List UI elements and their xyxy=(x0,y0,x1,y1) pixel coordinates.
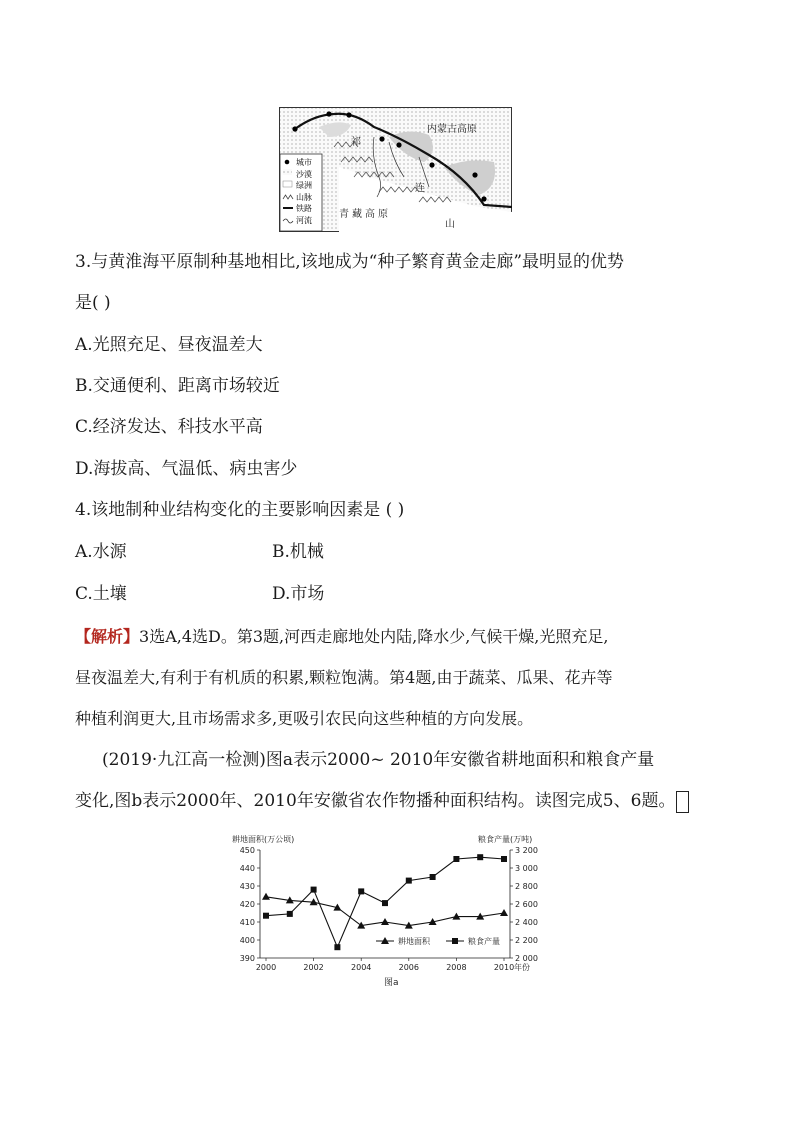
city-dot-icon xyxy=(292,126,297,131)
hexi-corridor-map xyxy=(279,107,512,232)
legend-label: 粮食产量 xyxy=(468,937,500,946)
square-marker xyxy=(311,887,317,893)
y-right-tick-label: 2 800 xyxy=(515,882,538,891)
city-dot-icon xyxy=(379,136,384,141)
y-right-tick-label: 3 000 xyxy=(515,864,538,873)
triangle-marker xyxy=(262,893,270,900)
square-marker xyxy=(263,913,269,919)
legend-label-desert: 沙漠 xyxy=(296,170,312,179)
qinghai-tibet-label: 青藏高原 xyxy=(339,209,391,220)
x-tick-label: 2010 xyxy=(493,963,515,972)
y-left-axis-label: 耕地面积(万公顷) xyxy=(232,835,295,844)
legend-label-river: 河流 xyxy=(296,216,312,225)
y-left-tick-label: 430 xyxy=(239,882,255,891)
y-right-tick-label: 3 200 xyxy=(515,846,538,855)
x-tick-label: 2008 xyxy=(446,963,467,972)
mountain-label: 山 xyxy=(445,219,455,230)
analysis-line1 xyxy=(75,625,608,649)
corridor-char-qi: 祁 xyxy=(351,137,361,148)
legend-label-oasis: 绿洲 xyxy=(296,181,312,190)
square-marker xyxy=(406,878,412,884)
chart-a xyxy=(226,830,566,990)
q3-option-b[interactable]: B.交通便利、距离市场较近 xyxy=(75,376,280,396)
y-left-tick-label: 440 xyxy=(239,864,255,873)
triangle-marker xyxy=(500,909,508,916)
city-dot-icon xyxy=(285,160,290,165)
q4-option-c[interactable]: C.土壤 xyxy=(75,584,127,604)
city-dot-icon xyxy=(429,162,434,167)
city-dot-icon xyxy=(396,142,401,147)
oasis-icon xyxy=(283,181,292,187)
square-marker xyxy=(501,856,507,862)
y-left-tick-label: 400 xyxy=(239,936,255,945)
square-marker xyxy=(430,874,436,880)
triangle-marker xyxy=(381,918,389,925)
chart-caption: 图a xyxy=(384,978,399,988)
y-right-tick-label: 2 400 xyxy=(515,918,538,927)
x-tick-label: 2006 xyxy=(398,963,419,972)
q4-option-d[interactable]: D.市场 xyxy=(272,584,325,604)
city-dot-icon xyxy=(472,172,477,177)
analysis-line2: 昼夜温差大,有利于有机质的积累,颗粒饱满。第4题,由于蔬菜、瓜果、花卉等 xyxy=(75,668,613,687)
legend-label-city: 城市 xyxy=(296,158,312,167)
y-left-tick-label: 450 xyxy=(239,846,255,855)
chart-a-svg xyxy=(226,830,566,990)
q4-option-b[interactable]: B.机械 xyxy=(272,542,324,562)
y-left-tick-label: 410 xyxy=(239,918,255,927)
q3-option-d[interactable]: D.海拔高、气温低、病虫害少 xyxy=(75,459,298,479)
square-marker xyxy=(477,854,483,860)
square-marker xyxy=(358,888,364,894)
text-cursor-box[interactable] xyxy=(676,791,689,813)
intro-line1: (2019·九江高一检测)图a表示2000~ 2010年安徽省耕地面积和粮食产量 xyxy=(102,750,655,770)
legend-label: 耕地面积 xyxy=(398,937,430,946)
y-right-tick-label: 2 000 xyxy=(515,954,538,963)
y-right-tick-label: 2 600 xyxy=(515,900,538,909)
q3-option-c[interactable]: C.经济发达、科技水平高 xyxy=(75,417,263,437)
map-legend xyxy=(280,154,322,231)
square-marker xyxy=(382,900,388,906)
y-left-tick-label: 420 xyxy=(239,900,255,909)
square-marker xyxy=(452,938,458,944)
city-dot-icon xyxy=(346,112,351,117)
map-figure xyxy=(279,107,512,232)
inner-mongolia-label: 内蒙古高原 xyxy=(427,124,477,135)
intro-text-2: 变化,图b表示2000年、2010年安徽省农作物播种面积结构。读图完成5、6题。 xyxy=(75,791,676,811)
q4-option-a[interactable]: A.水源 xyxy=(75,542,127,562)
analysis-line3: 种植利润更大,且市场需求多,更吸引农民向这些种植的方向发展。 xyxy=(75,709,534,728)
y-left-tick-label: 390 xyxy=(239,954,255,963)
square-marker xyxy=(287,911,293,917)
q4-stem: 4.该地制种业结构变化的主要影响因素是 ( ) xyxy=(75,500,405,520)
y-right-axis-label: 粮食产量(万吨) xyxy=(478,835,533,844)
x-tick-label: 2004 xyxy=(351,963,372,972)
x-tick-label: 2002 xyxy=(303,963,324,972)
x-tick-label: 2000 xyxy=(255,963,277,972)
city-dot-icon xyxy=(326,111,331,116)
legend-label-mountain: 山脉 xyxy=(296,193,312,202)
city-dot-icon xyxy=(481,196,486,201)
analysis-text-1: 3选A,4选D。第3题,河西走廊地处内陆,降水少,气候干燥,光照充足, xyxy=(139,627,609,646)
y-right-tick-label: 2 200 xyxy=(515,936,538,945)
q3-stem-line2: 是( ) xyxy=(75,293,111,313)
square-marker xyxy=(334,944,340,950)
q3-option-a[interactable]: A.光照充足、昼夜温差大 xyxy=(75,335,263,355)
desert-icon xyxy=(283,169,292,175)
corridor-char-lian: 连 xyxy=(415,183,425,194)
square-marker xyxy=(453,856,459,862)
x-axis-label: 年份 xyxy=(514,963,530,972)
intro-line2 xyxy=(75,789,689,813)
analysis-tag: 【解析】 xyxy=(75,627,140,646)
legend-label-railway: 铁路 xyxy=(296,204,312,213)
q3-stem-line1: 3.与黄淮海平原制种基地相比,该地成为“种子繁育黄金走廊”最明显的优势 xyxy=(75,252,625,272)
